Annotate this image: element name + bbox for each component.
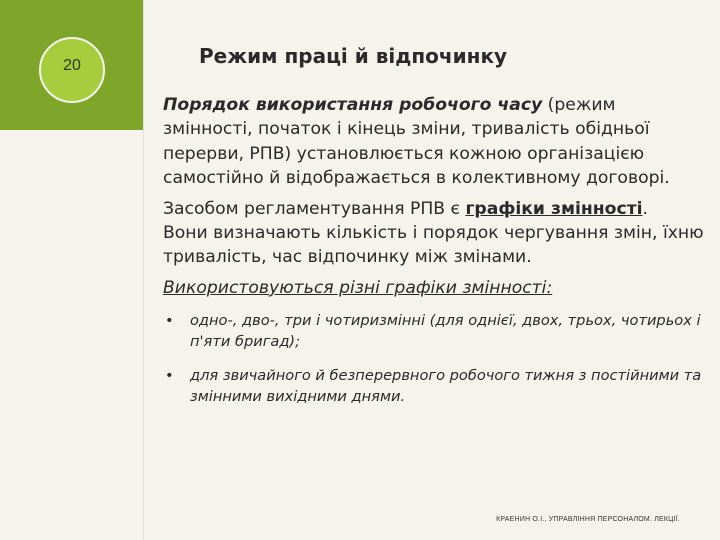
bullet-marker: • — [165, 367, 174, 385]
slide-body — [163, 93, 708, 420]
para2-emph: графіки змінності — [465, 198, 643, 219]
para4: Використовуються різні графіки змінності: — [163, 277, 553, 298]
para3: Вони визначають кількість і порядок чергування змін, їхню тривалість, час відпочинку між змінами. — [163, 223, 704, 268]
list-item — [163, 365, 708, 407]
para2-tail: . — [642, 198, 648, 219]
footer-credit: КРАЕНИН О.І., УПРАВЛІННЯ ПЕРСОНАЛОМ. ЛЕКЦІЇ. — [496, 516, 680, 523]
paragraph-1 — [163, 93, 708, 191]
paragraph-4 — [163, 276, 708, 300]
para1-rest: (режим змінності, початок і кінець зміни, тривалість обідньої перерви, РПВ) установлюється кожною організацією самостійно й відображається в колективному договорі. — [163, 95, 670, 189]
bullet-text: для звичайного й безперервного робочого тижня з постійними та змінними вихідними днями. — [190, 367, 702, 406]
para1-lead: Порядок використання робочого часу — [163, 95, 543, 115]
page-number: 20 — [63, 57, 81, 74]
slide-title: Режим праці й відпочинку — [199, 44, 508, 68]
divider-line — [143, 0, 144, 540]
bullet-text: одно-, дво-, три і чотиризмінні (для однієї, двох, трьох, чотирьох і п'яти бригад); — [190, 312, 701, 351]
paragraph-2 — [163, 197, 708, 270]
bullet-marker: • — [165, 312, 174, 330]
bullet-list — [163, 310, 708, 407]
list-item — [163, 310, 708, 352]
para2-lead: Засобом регламентування РПВ є — [163, 198, 466, 219]
